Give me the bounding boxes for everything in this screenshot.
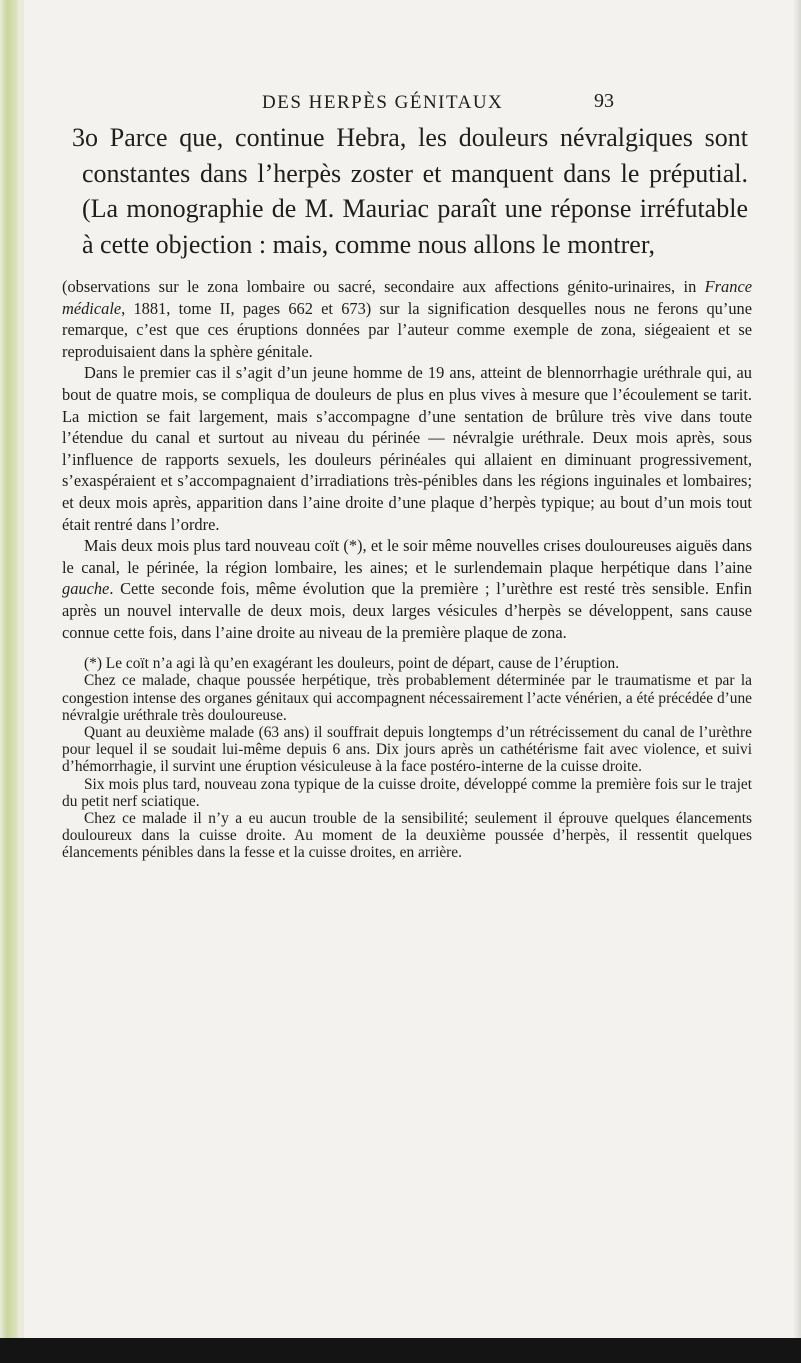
book-page — [62, 92, 752, 862]
italic-word: gauche — [62, 579, 110, 599]
observation-notes — [62, 276, 752, 643]
note-paragraph-1: (observations sur le zona lombaire ou sacré, secondaire aux affections génito-urinaires, in France médicale, 1881, tome II, pages 662 et 673) sur la signification desquelles nous ne ferons qu’une remarque, c’est que ces éruptions données par l’auteur comme exemple de zona, siégeaient et se reproduisaient dans la sphère génitale. — [62, 277, 752, 361]
footnote-1: (*) Le coït n’a agi là qu’en exagérant les douleurs, point de départ, cause de l’éruption. — [84, 655, 620, 673]
main-paragraph-text: 3o Parce que, continue Hebra, les douleurs névralgiques sont constantes dans l’herpès zoster et manquent dans le préputial. (La monographie de M. Mauriac paraît une réponse irréfutable à cette objection : mais, comme nous allons le montrer, — [72, 123, 748, 259]
footnote-5: Chez ce malade il n’y a eu aucun trouble de la sensibilité; seulement il éprouve quelques élancements douloureux dans la cuisse droite. Au moment de la deuxième poussée d’herpès, il ressentit quelques élancements pénibles dans la fesse et la cuisse droites, en arrière. — [62, 809, 752, 862]
running-head — [62, 92, 752, 120]
footnote-2: Chez ce malade, chaque poussée herpétique, très probablement déterminée par le traumatisme et par la congestion intense des organes génitaux qui accompagnent nécessairement l’acte vénérien, a été précédée d’une névralgie uréthrale très douloureuse. — [62, 672, 752, 724]
page-right-edge — [793, 0, 801, 1338]
running-title: DES HERPÈS GÉNITAUX — [262, 92, 504, 113]
footnote-4: Six mois plus tard, nouveau zona typique de la cuisse droite, développé comme la première fois sur le trajet du petit nerf sciatique. — [62, 775, 752, 810]
note-paragraph-3: Mais deux mois plus tard nouveau coït (*), et le soir même nouvelles crises douloureuses aiguës dans le canal, le périnée, la région lombaire, les aines; et le surlendemain plaque herpétique dans l’aine gauche. Cette seconde fois, même évolution que la première ; l’urèthre est resté très sensible. Enfin après un nouvel intervalle de deux mois, deux larges vésicules d’herpès se développent, sans cause connue cette fois, dans l’aine droite au niveau de la première plaque de zona. — [62, 536, 752, 642]
page-number: 93 — [594, 90, 614, 112]
scan-bottom-edge — [0, 1338, 801, 1363]
book-binding-edge — [0, 0, 18, 1363]
journal-title: France médicale — [62, 277, 752, 318]
note-paragraph-2: Dans le premier cas il s’agit d’un jeune homme de 19 ans, atteint de blennorrhagie uréthrale qui, au bout de quatre mois, se compliqua de douleurs de plus en plus vives à mesure que l’écoulement se tarit. La miction se fait largement, mais s’accompagne d’une sentation de brûlure très vive dans toute l’étendue du canal et surtout au niveau du périnée — névralgie uréthrale. Deux mois après, sous l’influence de rapports sexuels, les douleurs périnéales qui allaient en diminuant progressivement, s’exaspéraient et s’accompagnaient d’irradiations très-pénibles dans les régions inguinales et lombaires; et deux mois après, apparition dans l’aine droite d’une plaque d’herpès typique; au bout d’un mois tout était rentré dans l’ordre. — [62, 363, 752, 534]
footnotes — [62, 655, 752, 861]
footnote-3: Quant au deuxième malade (63 ans) il souffrait depuis longtemps d’un rétrécissement du canal de l’urèthre pour lequel il se soudait lui-même depuis 6 ans. Dix jours après un cathétérisme fait avec violence, et suivi d’hémorrhagie, il survint une éruption vésiculeuse à la face postéro-interne de la cuisse droite. — [62, 723, 752, 776]
main-paragraph — [62, 120, 752, 262]
page-gutter — [18, 0, 24, 1363]
